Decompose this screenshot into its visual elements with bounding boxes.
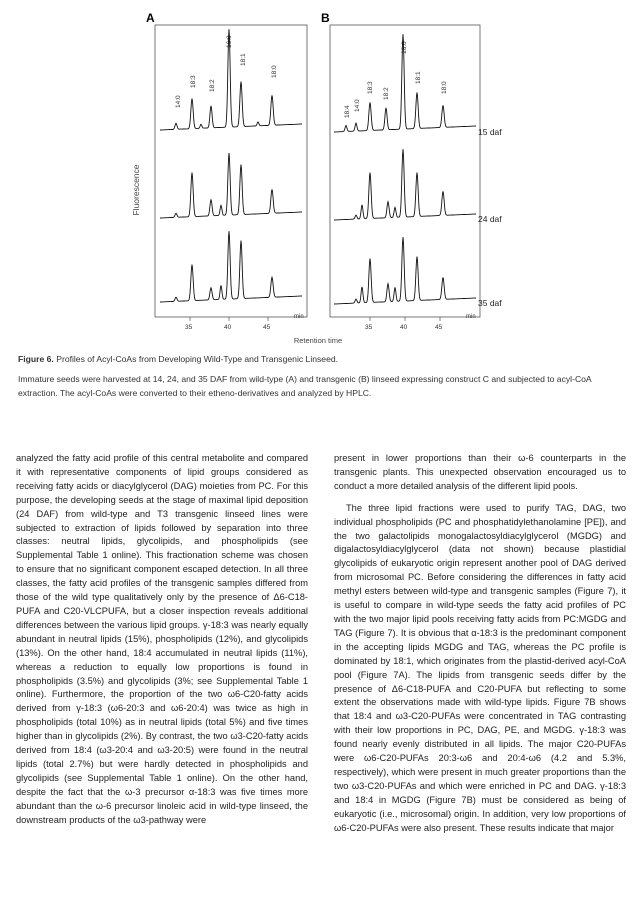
peak-label: 14:0 [175,95,182,108]
text-column-right [334,452,626,843]
paragraph: present in lower proportions than their ω-6 counterparts in the transgenic plants. This unexpected observation encouraged us to conduct a more detailed analysis of the different lipid pools. [334,453,626,491]
caption-figure-number: Figure 6. [18,354,54,364]
peak-label: 18:3 [367,81,374,94]
chromatogram-trace-b-3 [334,237,476,304]
x-axis-label: Retention time [293,336,343,345]
panel-b-traces [334,34,476,304]
peak-label: 16:0 [401,41,408,54]
x-unit-label: min [294,314,304,320]
panel-a-letter: A [146,11,155,25]
x-unit-label: min [466,314,476,320]
panel-a-x-axis [185,314,304,331]
x-tick-label: 45 [263,324,271,331]
x-tick-label: 40 [224,324,232,331]
chromatogram-trace-a-2 [160,153,302,218]
peak-label: 18:3 [190,75,197,88]
paragraph: analyzed the fatty acid profile of this central metabolite and compared it with representative components of lipid groups considered as receiving fatty acids or diacylglycerol (DAG) moieties from PC. For this purpose, the developing seeds at the stage of maximal lipid deposition (24 DAF) from wild-type and T3 transgenic linseed lines were subjected to extraction of lipids followed by separation into three classes: neutral lipids, glycolipids, and phospholipids (see Supplemental Table 1 online). This fractionation scheme was chosen to ensure that no significant component escaped detection. In all three classes, the fatty acid profiles of the transgenic samples differed from those of the wild type qualitatively only by the presence of Δ6-C18-PUFA and C20-VLCPUFA, but a closer inspection reveals additional differences between the various lipid groups. γ-18:3 was nearly equally abundant in neutral lipids (15%), phospholipids (12%), and glycolipids (13%). On the other hand, 18:4 accumulated in neutral lipids (11%), whereas a reduction to equally low proportions is found in phospholipids (3.5%) and glycolipids (3%; see Supplemental Table 1 online). Furthermore, the proportion of the two ω6-C20-fatty acids derived from γ-18:3 (ω6-20:3 and ω6-20:4) was twice as high in phospholipids (total 10%) as in neutral lipids (total 5%) and five times higher than in glycolipids (2%). By contrast, the two ω3-C20-fatty acids derived from 18:4 (ω3-20:4 and ω3-20:5) were found in the neutral lipids (total 2.7%) but were hardly detected in phospholipids and glycolipids (see Supplemental Table 1 online). On the other hand, despite the fact that the ω-3 precursor α-18:3 was five times more abundant than the ω-6 precursor linoleic acid in wild-type linseed, the downstream products of the ω3-pathway were [16,453,308,825]
peak-label: 18:1 [240,53,247,66]
paragraph: The three lipid fractions were used to purify TAG, DAG, two individual phospholipids (PC and phosphatidylethanolamine [PE]), and the two galactolipids monogalactosyldiacylglycerol (MGDG) and digalactosyldiacylglycerol (data not shown) because plastidial glycolipids of eukaryotic origin represent another pool of DAG derived from microsomal PC. Before considering the differences in fatty acid methyl esters between wild-type and transgenic samples (Figure 7), it is useful to compare in wild-type seeds the fatty acid profiles of PC with the two major lipid pools receiving fatty acids from PC:MGDG and TAG (Figure 7). It is obvious that α-18:3 is the predominant component in the accepting lipids MGDG and TAG, whereas the PC profile is dominated by 18:1, which originates from the plastid-derived acyl-CoA pool (Figure 7A). The lipids from transgenic seeds differ by the presence of Δ6-C18-PUFA and C20-PUFA but reflecting to some extent the observations made with wild-type lipids. Figure 7B shows that 18:4 and ω3-C20-PUFAs were concentrated in TAG contrasting with their low proportions in PC, DAG, PE, and MGDG. γ-18:3 was found nearly evenly distributed in all lipids. The major C20-PUFAs were ω6-C20-PUFAs 20:3-ω6 and 20:4-ω6 (4.2 and 5.3%, respectively), which were present in much greater proportions than the two ω3-C20-PUFAs and which were enriched in PC and DAG. γ-18:3 and 18:4 in MGDG (Figure 7B) must be considered as being of eukaryotic (i.e., microsomal) origin. In addition, very low proportions of ω6-C20-PUFAs were also present. These results indicate that major [334,502,626,833]
peak-label: 18:1 [415,71,422,84]
panel-b-x-axis [365,314,476,331]
x-tick-label: 35 [185,324,193,331]
figure-6 [0,0,640,350]
chromatogram-trace-b-2 [334,149,476,220]
peak-label: 18:0 [271,65,278,78]
x-tick-label: 35 [365,324,373,331]
text-column-left [16,452,308,835]
peak-label: 14:0 [354,99,361,112]
panel-b-letter: B [321,11,330,25]
peak-label: 18:2 [383,87,390,100]
x-tick-label: 45 [435,324,443,331]
caption-title: Profiles of Acyl-CoAs from Developing Wild-Type and Transgenic Linseed. [56,354,339,364]
trace-label-15-daf: 15 daf [478,127,502,137]
panel-a-traces [160,29,302,302]
peak-label: 16:0 [226,35,233,48]
caption-body: Immature seeds were harvested at 14, 24, and 35 DAF from wild-type (A) and transgenic (B) linseed expressing construct C and subjected to acyl-CoA extraction. The acyl-CoAs were converted to their etheno-derivatives and analyzed by HPLC. [18,374,592,398]
peak-label: 18:2 [209,79,216,92]
chromatogram-trace-a-3 [160,231,302,302]
peak-label: 18:0 [441,81,448,94]
peak-label: 18:4 [344,105,351,118]
panel-b-frame [330,25,480,317]
x-tick-label: 40 [400,324,408,331]
trace-label-24-daf: 24 daf [478,214,502,224]
y-axis-label: Fluorescence [131,164,141,216]
trace-label-35-daf: 35 daf [478,298,502,308]
figure-caption [18,352,628,400]
